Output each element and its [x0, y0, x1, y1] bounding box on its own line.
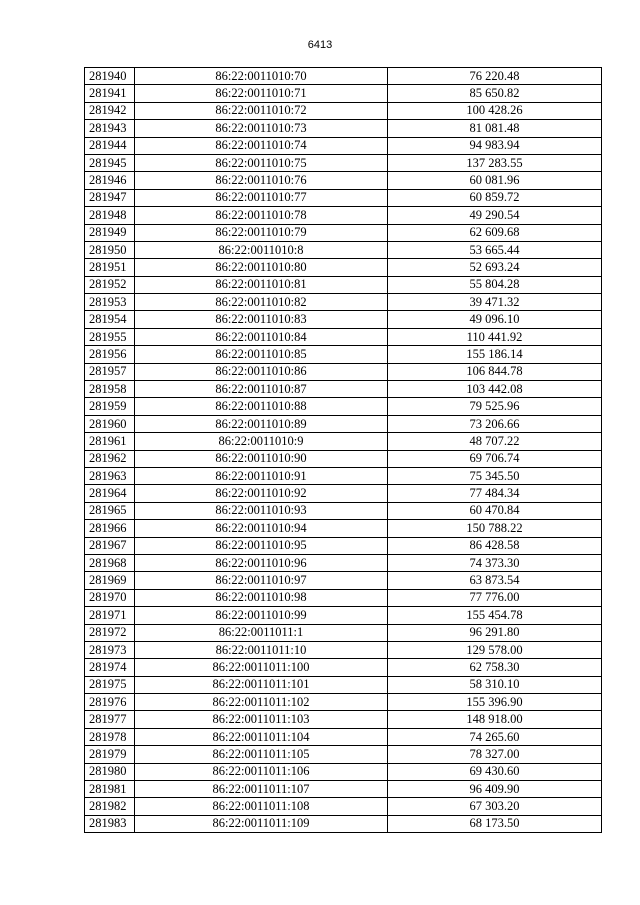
- value-cell: 77 484.34: [388, 485, 602, 502]
- table-row: [85, 676, 602, 693]
- cadastral-number-cell: 86:22:0011011:107: [135, 781, 388, 798]
- cadastral-number-cell: 86:22:0011010:73: [135, 120, 388, 137]
- value-cell: 85 650.82: [388, 85, 602, 102]
- table-row: [85, 502, 602, 519]
- record-id-cell: 281957: [85, 363, 135, 380]
- cadastral-number-cell: 86:22:0011010:80: [135, 259, 388, 276]
- value-cell: 68 173.50: [388, 815, 602, 832]
- cadastral-number-cell: 86:22:0011010:76: [135, 172, 388, 189]
- cadastral-number-cell: 86:22:0011011:1: [135, 624, 388, 641]
- table-row: [85, 346, 602, 363]
- cadastral-number-cell: 86:22:0011010:95: [135, 537, 388, 554]
- value-cell: 52 693.24: [388, 259, 602, 276]
- table-row: [85, 520, 602, 537]
- table-body: [85, 68, 602, 833]
- value-cell: 78 327.00: [388, 746, 602, 763]
- table-row: [85, 381, 602, 398]
- table-row: [85, 607, 602, 624]
- record-id-cell: 281968: [85, 554, 135, 571]
- value-cell: 155 396.90: [388, 694, 602, 711]
- table-row: [85, 554, 602, 571]
- cadastral-number-cell: 86:22:0011011:104: [135, 728, 388, 745]
- record-id-cell: 281971: [85, 607, 135, 624]
- table-row: [85, 572, 602, 589]
- table-row: [85, 728, 602, 745]
- cadastral-number-cell: 86:22:0011011:10: [135, 641, 388, 658]
- value-cell: 58 310.10: [388, 676, 602, 693]
- record-id-cell: 281981: [85, 781, 135, 798]
- table-row: [85, 711, 602, 728]
- table-row: [85, 763, 602, 780]
- value-cell: 63 873.54: [388, 572, 602, 589]
- cadastral-number-cell: 86:22:0011010:87: [135, 381, 388, 398]
- record-id-cell: 281959: [85, 398, 135, 415]
- table-row: [85, 207, 602, 224]
- value-cell: 76 220.48: [388, 68, 602, 85]
- cadastral-number-cell: 86:22:0011010:93: [135, 502, 388, 519]
- cadastral-number-cell: 86:22:0011010:90: [135, 450, 388, 467]
- table-row: [85, 467, 602, 484]
- table-row: [85, 694, 602, 711]
- record-id-cell: 281979: [85, 746, 135, 763]
- value-cell: 103 442.08: [388, 381, 602, 398]
- record-id-cell: 281952: [85, 276, 135, 293]
- value-cell: 81 081.48: [388, 120, 602, 137]
- cadastral-number-cell: 86:22:0011011:106: [135, 763, 388, 780]
- cadastral-number-cell: 86:22:0011010:85: [135, 346, 388, 363]
- cadastral-number-cell: 86:22:0011010:75: [135, 154, 388, 171]
- value-cell: 110 441.92: [388, 328, 602, 345]
- record-id-cell: 281975: [85, 676, 135, 693]
- value-cell: 150 788.22: [388, 520, 602, 537]
- value-cell: 148 918.00: [388, 711, 602, 728]
- value-cell: 74 265.60: [388, 728, 602, 745]
- table-row: [85, 137, 602, 154]
- value-cell: 73 206.66: [388, 415, 602, 432]
- cadastral-number-cell: 86:22:0011011:101: [135, 676, 388, 693]
- cadastral-number-cell: 86:22:0011011:100: [135, 659, 388, 676]
- value-cell: 106 844.78: [388, 363, 602, 380]
- record-id-cell: 281940: [85, 68, 135, 85]
- value-cell: 60 470.84: [388, 502, 602, 519]
- table-row: [85, 172, 602, 189]
- record-id-cell: 281977: [85, 711, 135, 728]
- table-row: [85, 363, 602, 380]
- record-id-cell: 281962: [85, 450, 135, 467]
- record-id-cell: 281953: [85, 294, 135, 311]
- table-row: [85, 415, 602, 432]
- value-cell: 96 409.90: [388, 781, 602, 798]
- cadastral-number-cell: 86:22:0011010:83: [135, 311, 388, 328]
- cadastral-number-cell: 86:22:0011010:98: [135, 589, 388, 606]
- table-row: [85, 224, 602, 241]
- value-cell: 55 804.28: [388, 276, 602, 293]
- value-cell: 75 345.50: [388, 467, 602, 484]
- cadastral-number-cell: 86:22:0011010:77: [135, 189, 388, 206]
- record-id-cell: 281978: [85, 728, 135, 745]
- table-row: [85, 798, 602, 815]
- table-row: [85, 328, 602, 345]
- cadastral-number-cell: 86:22:0011011:105: [135, 746, 388, 763]
- table-row: [85, 154, 602, 171]
- record-id-cell: 281955: [85, 328, 135, 345]
- cadastral-number-cell: 86:22:0011010:74: [135, 137, 388, 154]
- table-row: [85, 189, 602, 206]
- table-row: [85, 85, 602, 102]
- value-cell: 96 291.80: [388, 624, 602, 641]
- cadastral-number-cell: 86:22:0011010:91: [135, 467, 388, 484]
- table-row: [85, 120, 602, 137]
- cadastral-number-cell: 86:22:0011010:82: [135, 294, 388, 311]
- cadastral-number-cell: 86:22:0011010:89: [135, 415, 388, 432]
- cadastral-value-table: [84, 67, 602, 833]
- cadastral-number-cell: 86:22:0011010:70: [135, 68, 388, 85]
- value-cell: 155 186.14: [388, 346, 602, 363]
- table-row: [85, 746, 602, 763]
- value-cell: 79 525.96: [388, 398, 602, 415]
- table-row: [85, 276, 602, 293]
- record-id-cell: 281942: [85, 102, 135, 119]
- record-id-cell: 281976: [85, 694, 135, 711]
- value-cell: 94 983.94: [388, 137, 602, 154]
- record-id-cell: 281947: [85, 189, 135, 206]
- record-id-cell: 281967: [85, 537, 135, 554]
- record-id-cell: 281941: [85, 85, 135, 102]
- record-id-cell: 281954: [85, 311, 135, 328]
- cadastral-number-cell: 86:22:0011011:108: [135, 798, 388, 815]
- record-id-cell: 281961: [85, 433, 135, 450]
- table-row: [85, 624, 602, 641]
- record-id-cell: 281949: [85, 224, 135, 241]
- record-id-cell: 281974: [85, 659, 135, 676]
- table-row: [85, 241, 602, 258]
- table-row: [85, 815, 602, 832]
- table-row: [85, 641, 602, 658]
- value-cell: 100 428.26: [388, 102, 602, 119]
- value-cell: 86 428.58: [388, 537, 602, 554]
- record-id-cell: 281966: [85, 520, 135, 537]
- value-cell: 62 609.68: [388, 224, 602, 241]
- cadastral-number-cell: 86:22:0011010:71: [135, 85, 388, 102]
- cadastral-number-cell: 86:22:0011010:81: [135, 276, 388, 293]
- cadastral-number-cell: 86:22:0011010:96: [135, 554, 388, 571]
- table-row: [85, 259, 602, 276]
- record-id-cell: 281964: [85, 485, 135, 502]
- table-row: [85, 781, 602, 798]
- cadastral-number-cell: 86:22:0011010:8: [135, 241, 388, 258]
- cadastral-number-cell: 86:22:0011010:72: [135, 102, 388, 119]
- cadastral-number-cell: 86:22:0011010:94: [135, 520, 388, 537]
- cadastral-number-cell: 86:22:0011011:102: [135, 694, 388, 711]
- record-id-cell: 281960: [85, 415, 135, 432]
- record-id-cell: 281951: [85, 259, 135, 276]
- table-row: [85, 433, 602, 450]
- value-cell: 60 859.72: [388, 189, 602, 206]
- table-row: [85, 537, 602, 554]
- value-cell: 129 578.00: [388, 641, 602, 658]
- table-row: [85, 450, 602, 467]
- cadastral-number-cell: 86:22:0011011:109: [135, 815, 388, 832]
- cadastral-number-cell: 86:22:0011010:99: [135, 607, 388, 624]
- cadastral-number-cell: 86:22:0011010:86: [135, 363, 388, 380]
- value-cell: 69 430.60: [388, 763, 602, 780]
- record-id-cell: 281973: [85, 641, 135, 658]
- record-id-cell: 281982: [85, 798, 135, 815]
- value-cell: 67 303.20: [388, 798, 602, 815]
- table-row: [85, 398, 602, 415]
- cadastral-number-cell: 86:22:0011010:9: [135, 433, 388, 450]
- record-id-cell: 281946: [85, 172, 135, 189]
- record-id-cell: 281948: [85, 207, 135, 224]
- record-id-cell: 281945: [85, 154, 135, 171]
- record-id-cell: 281980: [85, 763, 135, 780]
- table-row: [85, 589, 602, 606]
- record-id-cell: 281970: [85, 589, 135, 606]
- record-id-cell: 281944: [85, 137, 135, 154]
- cadastral-number-cell: 86:22:0011011:103: [135, 711, 388, 728]
- cadastral-number-cell: 86:22:0011010:97: [135, 572, 388, 589]
- record-id-cell: 281963: [85, 467, 135, 484]
- cadastral-number-cell: 86:22:0011010:84: [135, 328, 388, 345]
- record-id-cell: 281972: [85, 624, 135, 641]
- page-number: 6413: [307, 39, 333, 51]
- record-id-cell: 281958: [85, 381, 135, 398]
- value-cell: 49 096.10: [388, 311, 602, 328]
- table-row: [85, 294, 602, 311]
- value-cell: 74 373.30: [388, 554, 602, 571]
- record-id-cell: 281943: [85, 120, 135, 137]
- table-row: [85, 311, 602, 328]
- table-row: [85, 68, 602, 85]
- record-id-cell: 281965: [85, 502, 135, 519]
- value-cell: 53 665.44: [388, 241, 602, 258]
- value-cell: 62 758.30: [388, 659, 602, 676]
- cadastral-number-cell: 86:22:0011010:79: [135, 224, 388, 241]
- table-row: [85, 659, 602, 676]
- record-id-cell: 281983: [85, 815, 135, 832]
- table-row: [85, 102, 602, 119]
- record-id-cell: 281956: [85, 346, 135, 363]
- cadastral-number-cell: 86:22:0011010:88: [135, 398, 388, 415]
- record-id-cell: 281969: [85, 572, 135, 589]
- value-cell: 77 776.00: [388, 589, 602, 606]
- value-cell: 69 706.74: [388, 450, 602, 467]
- value-cell: 60 081.96: [388, 172, 602, 189]
- value-cell: 39 471.32: [388, 294, 602, 311]
- value-cell: 155 454.78: [388, 607, 602, 624]
- cadastral-number-cell: 86:22:0011010:78: [135, 207, 388, 224]
- value-cell: 49 290.54: [388, 207, 602, 224]
- value-cell: 137 283.55: [388, 154, 602, 171]
- table-row: [85, 485, 602, 502]
- value-cell: 48 707.22: [388, 433, 602, 450]
- record-id-cell: 281950: [85, 241, 135, 258]
- cadastral-number-cell: 86:22:0011010:92: [135, 485, 388, 502]
